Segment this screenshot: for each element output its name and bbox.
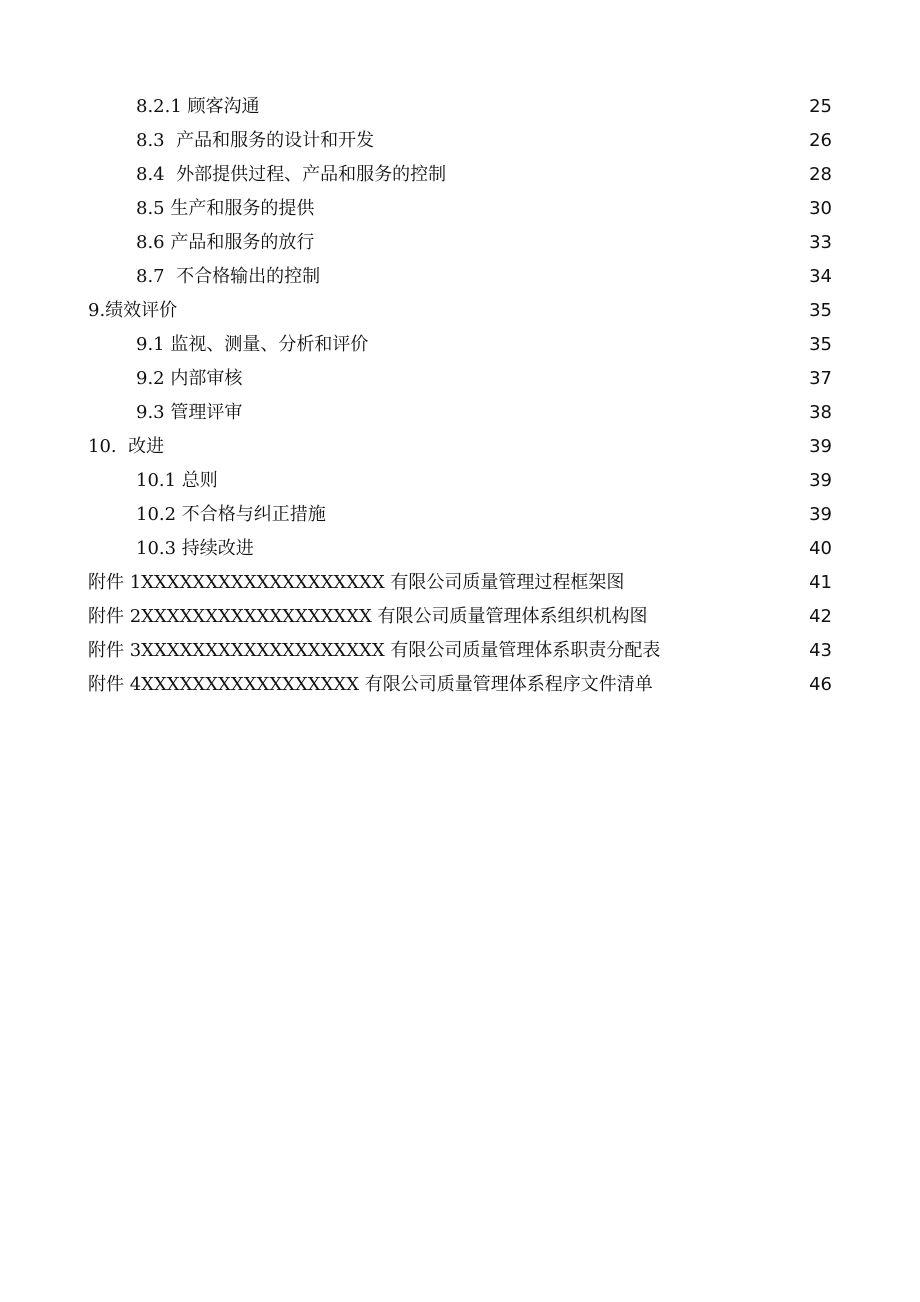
- toc-entry-9-3[interactable]: [88, 396, 832, 430]
- table-of-contents: [88, 90, 832, 702]
- toc-entry-title: 10.1 总则: [136, 470, 218, 491]
- toc-entry-8-4[interactable]: [88, 158, 832, 192]
- toc-entry-title: 8.5 生产和服务的提供: [136, 198, 315, 219]
- toc-entry-page: 35: [809, 300, 832, 321]
- toc-dot-leader: [370, 328, 807, 362]
- toc-entry-page: 39: [809, 504, 832, 525]
- toc-entry-title: 附件 2XXXXXXXXXXXXXXXXXX 有限公司质量管理体系组织机构图: [88, 606, 648, 627]
- toc-entry-8-7[interactable]: [88, 260, 832, 294]
- toc-entry-title: 10.2 不合格与纠正措施: [136, 504, 326, 525]
- toc-entry-page: 38: [809, 402, 832, 423]
- toc-entry-9-2[interactable]: [88, 362, 832, 396]
- toc-dot-leader: [220, 464, 807, 498]
- toc-dot-leader: [256, 532, 807, 566]
- toc-entry-8-2-1[interactable]: [88, 90, 832, 124]
- toc-dot-leader: [179, 294, 807, 328]
- toc-entry-title: 9.绩效评价: [88, 300, 178, 321]
- toc-entry-title: 10.3 持续改进: [136, 538, 254, 559]
- toc-entry-10[interactable]: [88, 430, 832, 464]
- toc-entry-page: 39: [809, 436, 832, 457]
- toc-entry-9[interactable]: [88, 294, 832, 328]
- toc-entry-page: 35: [809, 334, 832, 355]
- toc-entry-page: 34: [809, 266, 832, 287]
- toc-entry-title: 8.2.1 顾客沟通: [136, 96, 260, 117]
- toc-entry-title: 9.1 监视、测量、分析和评价: [136, 334, 369, 355]
- toc-entry-page: 42: [809, 606, 832, 627]
- toc-entry-8-5[interactable]: [88, 192, 832, 226]
- toc-dot-leader: [316, 192, 807, 226]
- toc-entry-9-1[interactable]: [88, 328, 832, 362]
- toc-entry-appendix-2[interactable]: [88, 600, 832, 634]
- toc-entry-page: 41: [809, 572, 832, 593]
- toc-entry-10-2[interactable]: [88, 498, 832, 532]
- toc-entry-title: 附件 1XXXXXXXXXXXXXXXXXXX 有限公司质量管理过程框架图: [88, 572, 625, 593]
- toc-dot-leader: [316, 226, 807, 260]
- toc-dot-leader: [662, 634, 807, 668]
- toc-dot-leader: [328, 498, 807, 532]
- toc-entry-10-3[interactable]: [88, 532, 832, 566]
- toc-entry-title: 10. 改进: [88, 436, 165, 457]
- toc-entry-8-3[interactable]: [88, 124, 832, 158]
- toc-entry-appendix-1[interactable]: [88, 566, 832, 600]
- toc-dot-leader: [244, 362, 807, 396]
- toc-entry-title: 8.3 产品和服务的设计和开发: [136, 130, 375, 151]
- toc-dot-leader: [262, 90, 808, 124]
- toc-entry-10-1[interactable]: [88, 464, 832, 498]
- toc-dot-leader: [376, 124, 807, 158]
- toc-entry-page: 33: [809, 232, 832, 253]
- toc-entry-title: 附件 4XXXXXXXXXXXXXXXXX 有限公司质量管理体系程序文件清单: [88, 674, 653, 695]
- toc-entry-title: 9.2 内部审核: [136, 368, 243, 389]
- toc-entry-appendix-3[interactable]: [88, 634, 832, 668]
- toc-entry-8-6[interactable]: [88, 226, 832, 260]
- toc-entry-title: 8.4 外部提供过程、产品和服务的控制: [136, 164, 447, 185]
- toc-entry-page: 26: [809, 130, 832, 151]
- toc-entry-page: 37: [809, 368, 832, 389]
- toc-entry-page: 30: [809, 198, 832, 219]
- toc-dot-leader: [244, 396, 807, 430]
- toc-entry-page: 39: [809, 470, 832, 491]
- toc-entry-page: 28: [809, 164, 832, 185]
- toc-dot-leader: [166, 430, 807, 464]
- toc-entry-page: 46: [809, 674, 832, 695]
- toc-entry-title: 附件 3XXXXXXXXXXXXXXXXXXX 有限公司质量管理体系职责分配表: [88, 640, 661, 661]
- toc-entry-appendix-4[interactable]: [88, 668, 832, 702]
- toc-entry-title: 8.6 产品和服务的放行: [136, 232, 315, 253]
- toc-entry-page: 40: [809, 538, 832, 559]
- toc-entry-page: 25: [809, 96, 832, 117]
- toc-dot-leader: [322, 260, 807, 294]
- toc-entry-page: 43: [809, 640, 832, 661]
- toc-dot-leader: [655, 668, 807, 702]
- toc-entry-title: 9.3 管理评审: [136, 402, 243, 423]
- toc-dot-leader: [626, 566, 807, 600]
- toc-entry-title: 8.7 不合格输出的控制: [136, 266, 321, 287]
- toc-dot-leader: [650, 600, 808, 634]
- toc-dot-leader: [448, 158, 807, 192]
